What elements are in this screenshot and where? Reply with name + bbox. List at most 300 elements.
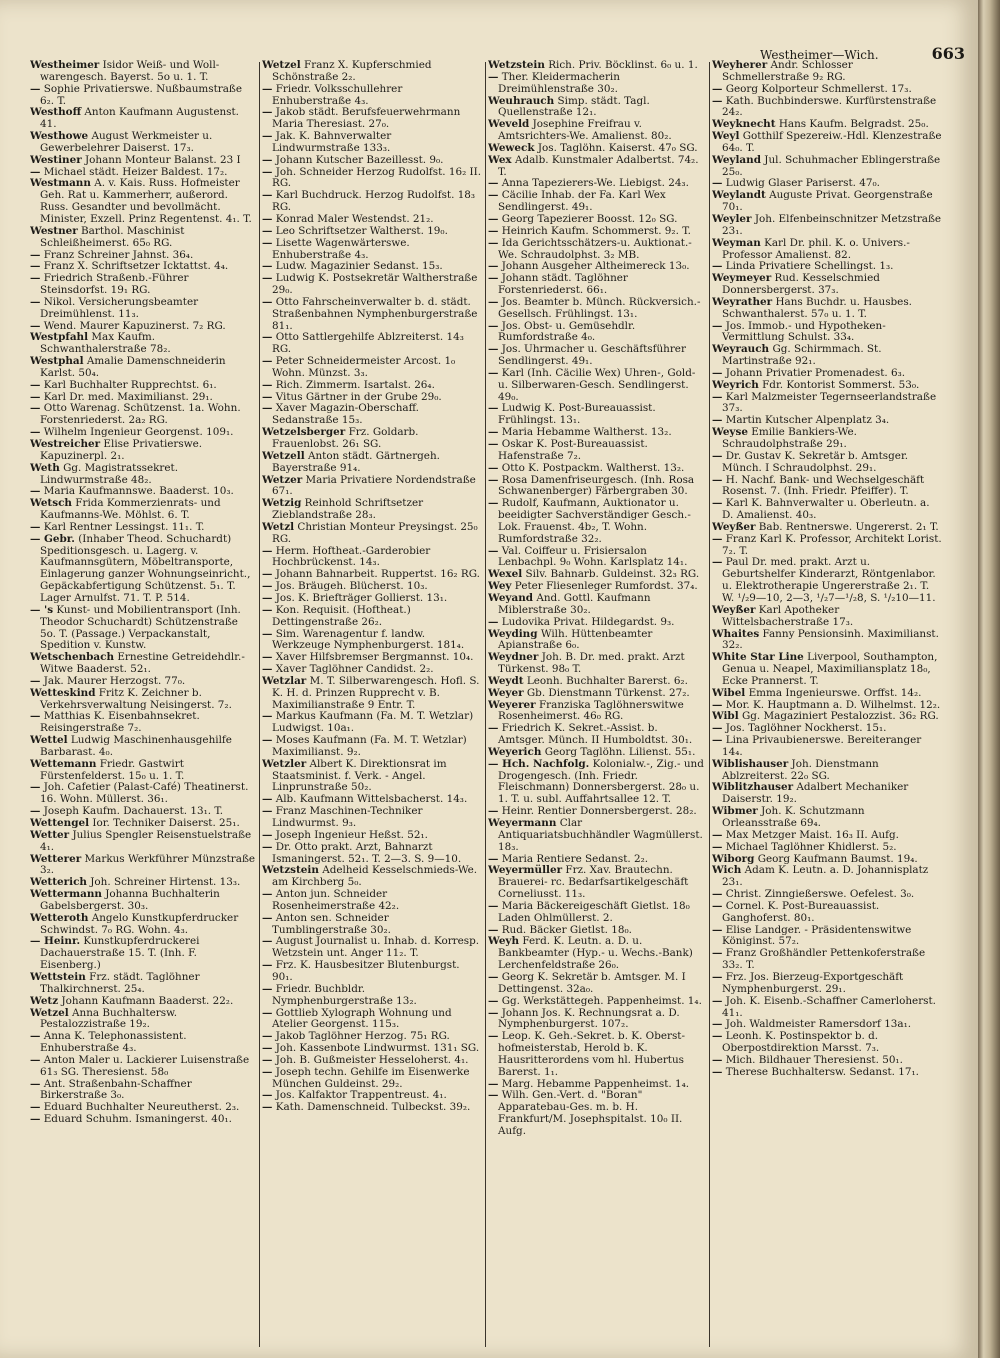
entry-surname: —: [712, 722, 723, 735]
entry-surname: Wey: [488, 580, 512, 593]
entry-surname: Weyknecht: [712, 118, 776, 131]
entry-surname: —: [712, 698, 723, 711]
entry-details: Alb. Kaufmann Wittelsbacherst. 14₃.: [275, 793, 468, 806]
entry-surname: —: [262, 82, 273, 95]
entry-details: Friedrich K. Sekret.-Assist. b. Amtsger. Münch. II Humboldtst. 30₁.: [498, 722, 693, 747]
entry-surname: —: [262, 331, 273, 344]
entry-details: Georg Kolporteur Schmellerst. 17₃.: [725, 82, 912, 95]
entry-surname: —: [488, 177, 499, 190]
directory-entry: [262, 735, 482, 759]
entry-surname: Westpfahl: [30, 331, 89, 344]
entry-surname: Wettstein: [30, 970, 86, 983]
directory-entry: [712, 1067, 942, 1079]
entry-details: Kunstkupferdruckerei Dachauerstraße 15. T. (Inh. F. Eisenberg.): [40, 935, 200, 972]
entry-surname: —: [262, 378, 273, 391]
directory-entry: [30, 1114, 256, 1126]
entry-details: Johann Jos. K. Rechnungsrat a. D. Nymphenburgerst. 107₂.: [498, 1006, 680, 1031]
directory-entry: [712, 1031, 942, 1055]
entry-surname: —: [488, 473, 499, 486]
directory-entry: [488, 273, 706, 297]
directory-entry: [30, 913, 256, 937]
entry-surname: —: [262, 1042, 273, 1055]
entry-details: Franz Maschinen-Techniker Lindwurmst. 9₃.: [272, 805, 423, 829]
entry-details: Jak. Maurer Herzogst. 77₀.: [43, 674, 186, 687]
entry-surname: Weyh: [488, 935, 520, 948]
entry-details: Leop. K. Geh.-Sekret. b. K. Oberst-hofmeisterstab, Herold b. K. Hausritterordens vom hl. Hubertus Barerst. 1₁.: [498, 1030, 685, 1078]
entry-details: Andr. Schlosser Schmellerstraße 9₂ RG.: [722, 60, 853, 83]
entry-details: Karl Buchhalter Rupprechtst. 6₁.: [43, 378, 217, 391]
directory-entry: [488, 901, 706, 925]
directory-entry: [488, 629, 706, 653]
entry-details: Otto K. Postpackm. Waltherst. 13₂.: [501, 461, 685, 474]
entry-surname: Weyland: [712, 153, 761, 166]
entry-details: Joseph Kaufm. Dachauerst. 13₁. T.: [43, 805, 224, 818]
entry-surname: —: [488, 1006, 499, 1019]
entry-surname: —: [262, 710, 273, 723]
entry-details: Xaver Hilfsbremser Bergmannst. 10₄.: [275, 651, 474, 664]
entry-surname: —: [30, 402, 41, 415]
running-head: Westheimer—Wich.: [760, 48, 879, 62]
entry-surname: Weyerich: [488, 745, 542, 758]
entry-details: Anton Maler u. Lackierer Luisenstraße 61₃ SG. Theresienst. 58₀: [40, 1053, 250, 1078]
entry-surname: —: [712, 828, 723, 841]
directory-entry: [712, 498, 942, 522]
entry-details: Gotthilf Spezereiw.-Hdl. Klenzestraße 64₀. T.: [722, 130, 942, 154]
entry-details: Fdr. Kontorist Sommerst. 53₀.: [762, 378, 920, 391]
entry-surname: —: [488, 1089, 499, 1102]
entry-surname: Weyler: [712, 212, 752, 225]
entry-details: Nikol. Versicherungsbeamter Dreimühlenst. 11₃.: [40, 295, 199, 320]
entry-details: Leo Schriftsetzer Waltherst. 19₀.: [275, 224, 448, 237]
entry-surname: —: [30, 674, 41, 687]
directory-entry: [712, 735, 942, 759]
entry-surname: Wettermann: [30, 888, 102, 901]
entry-details: Dr. Gustav K. Sekretär b. Amtsger. Münch. I Schraudolphst. 29₁.: [722, 449, 909, 474]
entry-details: Jos. Bräugeh. Blücherst. 10₃.: [275, 580, 428, 593]
entry-surname: —: [30, 1030, 41, 1043]
directory-entry: [262, 190, 482, 214]
directory-entry: [262, 297, 482, 333]
entry-surname: Wetzig: [262, 497, 302, 510]
entry-surname: Weweck: [488, 141, 535, 154]
entry-surname: —: [30, 520, 41, 533]
directory-entry: [712, 273, 942, 297]
directory-column-2: [262, 60, 482, 1345]
directory-entry: [712, 392, 942, 416]
entry-surname: Weyermann: [488, 817, 557, 829]
directory-entry: [488, 96, 706, 120]
entry-surname: —: [30, 1113, 41, 1126]
directory-entry: [30, 1031, 256, 1055]
entry-details: Peter Fliesenleger Rumfordst. 37₄.: [514, 580, 698, 593]
directory-entry: [262, 167, 482, 191]
entry-surname: —: [262, 1065, 273, 1078]
entry-details: Rich. Zimmerm. Isartalst. 26₄.: [275, 378, 435, 391]
entry-details: Anna Buchhaltersw. Pestalozzistraße 19₂.: [40, 1006, 178, 1031]
directory-entry: [488, 190, 706, 214]
directory-entry: [262, 984, 482, 1008]
entry-details: Sophie Privatierswe. Nußbaumstraße 6₂. T.: [40, 82, 243, 107]
entry-surname: Weyand: [488, 591, 534, 604]
entry-surname: —: [30, 390, 41, 403]
directory-entry: [30, 84, 256, 108]
entry-surname: —: [262, 544, 273, 557]
directory-entry: [488, 297, 706, 321]
entry-details: Anton sen. Schneider Tumblingerstraße 30₂.: [272, 911, 391, 936]
entry-details: Frz. K. Hausbesitzer Blutenburgst. 90₁.: [272, 959, 460, 983]
entry-details: Peter Schneidermeister Arcost. 1₀ Wohn. Münzst. 3₃.: [272, 355, 456, 379]
entry-details: Amalie Damenschneiderin Karlst. 50₄.: [40, 355, 226, 379]
entry-details: Wilh. Gen.-Vert. d. "Boran" Apparatebau-Ges. m. b. H. Frankfurt/M. Josephspitalst. 10₀ II. Aufg.: [498, 1089, 683, 1137]
directory-entry: [30, 439, 256, 463]
entry-surname: —: [488, 236, 499, 249]
entry-details: Ludwig K. Post-Bureauassist. Frühlingst. 13₁.: [498, 402, 656, 427]
entry-surname: Wetzl: [262, 520, 295, 533]
entry-details: Max Metzger Maist. 16₃ II. Aufg.: [725, 828, 899, 841]
entry-surname: Whaites: [712, 627, 760, 640]
directory-entry: [262, 238, 482, 262]
directory-entry: [30, 463, 256, 487]
directory-entry: [30, 711, 256, 735]
entry-details: Rich. Priv. Böcklinst. 6₀ u. 1.: [548, 60, 698, 71]
entry-details: Joh. K. Eisenb.-Schaffner Camerloherst. 41₁.: [722, 994, 936, 1019]
entry-surname: —: [262, 130, 273, 143]
entry-surname: —: [262, 828, 273, 841]
entry-surname: Wetzler: [262, 757, 307, 770]
entry-surname: —: [488, 272, 499, 285]
entry-details: M. T. Silberwarengesch. Hofl. S. K. H. d. Prinzen Rupprecht v. B. Maximilianstraße 9 Entr. T.: [272, 674, 480, 711]
directory-entry: [488, 475, 706, 499]
entry-surname: —: [712, 923, 723, 936]
directory-entry: [30, 107, 256, 131]
entry-surname: Wiborg: [712, 852, 755, 865]
entry-surname: —: [712, 1030, 723, 1043]
directory-entry: [262, 936, 482, 960]
directory-entry: [30, 60, 256, 84]
directory-entry: [712, 451, 942, 475]
entry-details: Karl Dr. med. Maximilianst. 29₁.: [43, 390, 213, 403]
entry-surname: —: [488, 426, 499, 439]
entry-details: Franz Karl K. Professor, Architekt Lorist. 7₂. T.: [722, 532, 942, 557]
entry-surname: —: [262, 355, 273, 368]
entry-surname: Westphal: [30, 355, 84, 368]
entry-surname: —: [488, 899, 499, 912]
entry-surname: —: [488, 319, 499, 332]
entry-surname: Wetzstein: [262, 864, 319, 877]
directory-entry: [712, 60, 942, 84]
directory-entry: [30, 782, 256, 806]
entry-details: Georg Kaufmann Baumst. 19₄.: [757, 852, 918, 865]
entry-surname: Weylandt: [712, 189, 766, 202]
entry-surname: — Hch. Nachfolg.: [488, 757, 590, 770]
entry-details: Anna Tapezierers-We. Liebigst. 24₃.: [501, 177, 689, 190]
entry-details: (Inhaber Theod. Schuchardt) Speditionsgesch. u. Lagerg. v. Kaufmannsgütern, Möbeltransporte, Einlagerung ganzer Wohnungseinricht., Gepäckabfertigung Schützenst. 5₁. T. Lager Arnulfst. 71. T. P. 514.: [40, 532, 251, 604]
entry-surname: Weyerer: [488, 698, 536, 711]
directory-entry: [712, 131, 942, 155]
directory-entry: [30, 735, 256, 759]
directory-entry: [712, 782, 942, 806]
entry-surname: —: [488, 544, 499, 557]
entry-surname: Wex: [488, 153, 512, 166]
directory-column-1: [30, 60, 256, 1345]
entry-details: Joseph techn. Gehilfe im Eisenwerke München Guldeinst. 29₂.: [272, 1065, 470, 1090]
entry-surname: —: [262, 959, 273, 972]
entry-surname: —: [30, 1077, 41, 1090]
entry-details: Frz. städt. Taglöhner Thalkirchnerst. 25₄.: [40, 970, 200, 995]
entry-details: Ther. Kleidermacherin Dreimühlenstraße 30₂.: [498, 70, 620, 95]
entry-surname: —: [488, 212, 499, 225]
directory-entry: [262, 356, 482, 380]
entry-details: Sim. Warenagentur f. landw. Werkzeuge Nymphenburgerst. 181₄.: [272, 627, 465, 652]
entry-details: Heinrich Kaufm. Schommerst. 9₂. T.: [501, 224, 691, 237]
entry-surname: Wettel: [30, 734, 68, 747]
directory-entry: [30, 356, 256, 380]
entry-surname: Weyrich: [712, 378, 759, 391]
entry-details: Gg. Magaziniert Pestalozzist. 36₂ RG.: [741, 710, 939, 723]
directory-entry: [488, 1090, 706, 1137]
entry-details: Johann Kaufmann Baaderst. 22₂.: [61, 994, 234, 1007]
entry-surname: Wetzstein: [488, 60, 545, 71]
entry-details: Adam K. Leutn. a. D. Johannisplatz 23₁.: [722, 864, 929, 889]
entry-surname: —: [488, 70, 499, 83]
entry-surname: —: [712, 840, 723, 853]
directory-entry: [488, 368, 706, 404]
entry-surname: Westiner: [30, 153, 82, 166]
directory-entry: [488, 1008, 706, 1032]
entry-details: Elise Landger. - Präsidentenswitwe Königinst. 57₂.: [722, 923, 912, 948]
entry-details: Clar Antiquariatsbuchhändler Wagmüllerst. 18₃.: [498, 817, 703, 853]
directory-entry: [30, 688, 256, 712]
entry-surname: —: [488, 260, 499, 273]
entry-surname: —: [262, 1101, 273, 1114]
entry-details: Ludwig Maschinenhausgehilfe Barbarast. 4₀.: [40, 734, 232, 758]
entry-surname: —: [488, 224, 499, 237]
entry-details: Johann Ausgeher Altheimereck 13₀.: [501, 260, 690, 273]
entry-details: Linda Privatiere Schellingst. 1₃.: [725, 260, 894, 273]
entry-details: Jos. Obst- u. Gemüsehdlr. Rumfordstraße 4₀.: [498, 319, 636, 344]
entry-surname: —: [262, 260, 273, 273]
directory-entry: [488, 972, 706, 996]
directory-entry: [30, 403, 256, 427]
entry-surname: Westreicher: [30, 438, 101, 450]
directory-entry: [488, 119, 706, 143]
directory-entry: [30, 273, 256, 297]
directory-entry: [30, 889, 256, 913]
directory-entry: [30, 131, 256, 155]
entry-details: Xaver Taglöhner Candidst. 2₂.: [275, 663, 434, 676]
entry-details: Joh. Schreiner Hirtenst. 13₃.: [90, 876, 241, 889]
entry-details: Martin Kutscher Alpenplatz 3₄.: [725, 414, 890, 427]
entry-surname: Weyse: [712, 426, 748, 439]
entry-details: Liverpool, Southampton, Genua u. Neapel, Maximiliansplatz 18₀, Ecke Prannerst. T.: [722, 651, 938, 687]
entry-details: Kon. Requisit. (Hoftheat.) Dettingenstraße 26₂.: [272, 603, 411, 628]
directory-entry: [712, 297, 942, 321]
entry-surname: Weyding: [488, 627, 538, 640]
directory-entry: [262, 451, 482, 475]
entry-details: Cornel. K. Post-Bureauassist. Ganghoferst. 80₁.: [722, 899, 880, 924]
entry-details: Mich. Bildhauer Theresienst. 50₁.: [725, 1053, 903, 1066]
entry-surname: —: [712, 888, 723, 901]
directory-entry: [712, 865, 942, 889]
entry-details: Cäcilie Inhab. der Fa. Karl Wex Sendlingerst. 49₁.: [498, 189, 666, 214]
directory-entry: [262, 913, 482, 937]
entry-details: Jos. Taglöhner Nockherst. 15₁.: [725, 722, 887, 735]
entry-surname: —: [262, 888, 273, 901]
directory-entry: [712, 629, 942, 653]
directory-entry: [262, 498, 482, 522]
entry-surname: —: [488, 805, 499, 818]
entry-details: Anton Kaufmann Augustenst. 41.: [40, 106, 239, 131]
entry-details: Jakob städt. Berufsfeuerwehrmann Maria Theresiast. 27₀.: [272, 106, 461, 131]
directory-entry: [30, 652, 256, 676]
entry-surname: Wiblitzhauser: [712, 781, 794, 794]
entry-details: A. v. Kais. Russ. Hofmeister Geh. Rat u. Kammerherr, außerord. Russ. Gesandter und bevollmächt. Minister, Exzell. Prinz Regentenst. 4₁. T.: [40, 177, 252, 225]
entry-details: Karl (Inh. Cäcilie Wex) Uhren-, Gold- u. Silberwaren-Gesch. Sendlingerst. 49₀.: [498, 366, 696, 403]
entry-surname: —: [712, 899, 723, 912]
entry-details: Jos. Taglöhn. Kaiserst. 47₀ SG.: [537, 141, 698, 154]
entry-surname: Wibl: [712, 710, 739, 723]
entry-details: Friedr. Buchbldr. Nymphenburgerstraße 13₂.: [272, 982, 417, 1007]
entry-details: Maria Kaufmannswe. Baaderst. 10₃.: [43, 485, 234, 498]
entry-details: Wend. Maurer Kapuzinerst. 7₂ RG.: [43, 319, 226, 332]
directory-entry: [262, 1067, 482, 1091]
entry-surname: —: [712, 94, 723, 107]
entry-surname: —: [262, 663, 273, 676]
page-number: 663: [931, 44, 965, 63]
entry-surname: —: [712, 366, 723, 379]
entry-surname: Westmann: [30, 177, 91, 190]
entry-details: Franziska Taglöhnerswitwe Rosenheimerst. 46₀ RG.: [498, 698, 684, 723]
entry-surname: —: [262, 805, 273, 818]
entry-details: Joh. Cafetier (Palast-Café) Theatinerst. 16. Wohn. Müllerst. 36₁.: [40, 781, 249, 806]
entry-surname: —: [712, 390, 723, 403]
directory-entry: [262, 759, 482, 795]
entry-details: Ludw. Magazinier Sedanst. 15₃.: [275, 260, 443, 273]
directory-entry: [262, 403, 482, 427]
entry-details: Anton städt. Gärtnergeh. Bayerstraße 91₄.: [272, 449, 440, 474]
entry-details: Paul Dr. med. prakt. Arzt u. Geburtshelfer Kinderarzt, Röntgenlabor. u. Elektrotherapie Ungererstraße 2₁. T. W. ¹/₂9—10, 2—3, ¹/₂7—¹/₂8, S. ¹/₂10—11.: [722, 556, 936, 604]
entry-details: Val. Coiffeur u. Frisiersalon Lenbachpl. 9₀ Wohn. Karlsplatz 14₁.: [498, 544, 688, 569]
entry-surname: —: [712, 532, 723, 545]
entry-surname: —: [262, 106, 273, 119]
entry-surname: Wetterich: [30, 876, 87, 889]
entry-surname: —: [262, 591, 273, 604]
entry-details: Joh. B. Gußmeister Hesseloherst. 4₁.: [275, 1053, 469, 1066]
entry-surname: Wetzer: [262, 473, 303, 486]
entry-details: Jos. Immob.- und Hypotheken-Vermittlung Schulst. 33₄.: [722, 319, 886, 344]
entry-surname: —: [262, 911, 273, 924]
entry-details: Jos. K. Briefträger Gollierst. 13₁.: [275, 591, 448, 604]
directory-entry: [30, 498, 256, 522]
entry-surname: Wetteroth: [30, 911, 89, 924]
directory-entry: [712, 344, 942, 368]
directory-entry: [488, 593, 706, 617]
entry-surname: —: [488, 497, 499, 510]
entry-details: Heinr. Rentier Donnersbergerst. 28₂.: [501, 805, 697, 818]
entry-details: Elise Privatierswe. Kapuzinerpl. 2₁.: [40, 438, 203, 462]
directory-entry: [262, 605, 482, 629]
entry-surname: —: [712, 1018, 723, 1031]
directory-entry: [262, 84, 482, 108]
directory-entry: [712, 901, 942, 925]
entry-details: Gg. Werkstättegeh. Pappenheimst. 1₄.: [501, 994, 702, 1007]
entry-surname: —: [488, 994, 499, 1007]
directory-entry: [262, 60, 482, 84]
directory-entry: [712, 972, 942, 996]
entry-details: Christ. Zinngießerswe. Oefelest. 3₀.: [725, 888, 915, 901]
directory-entry: [262, 1102, 482, 1114]
entry-surname: —: [30, 248, 41, 261]
directory-entry: [262, 842, 482, 866]
entry-surname: Wetzell: [262, 449, 305, 462]
entry-details: Wilh. Hüttenbeamter Apianstraße 6₀.: [498, 627, 653, 652]
entry-surname: —: [262, 224, 273, 237]
entry-details: Karl Malzmeister Tegernseerlandstraße 37₃.: [722, 390, 937, 415]
entry-details: Fanny Pensionsinh. Maximilianst. 32₂.: [722, 627, 939, 652]
entry-surname: —: [712, 1065, 723, 1078]
entry-details: Jak. K. Bahnverwalter Lindwurmstraße 133₃.: [272, 130, 392, 154]
entry-details: Maria Bäckereigeschäft Gietlst. 18₀ Laden Ohlmüllerst. 2.: [498, 899, 690, 924]
entry-details: Joh. Kassenbote Lindwurmst. 131₁ SG.: [275, 1042, 480, 1055]
entry-surname: —: [262, 935, 273, 948]
directory-entry: [712, 759, 942, 783]
entry-surname: Wexel: [488, 568, 523, 581]
entry-surname: Westhowe: [30, 130, 89, 143]
entry-details: Adalbert Mechaniker Daiserstr. 19₂.: [722, 781, 909, 806]
entry-details: Moses Kaufmann (Fa. M. T. Wetzlar) Maximilianst. 9₂.: [272, 734, 467, 758]
entry-surname: —: [30, 710, 41, 723]
entry-surname: —: [30, 272, 41, 285]
directory-entry: [488, 155, 706, 179]
directory-entry: [712, 190, 942, 214]
entry-surname: —: [712, 260, 723, 273]
entry-surname: Weyman: [712, 236, 761, 249]
entry-surname: Wich: [712, 864, 742, 877]
entry-surname: — Gebr.: [30, 532, 75, 545]
directory-entry: [30, 178, 256, 225]
entry-surname: — 's: [30, 603, 54, 616]
entry-details: Georg Taglöhn. Lilienst. 55₁.: [544, 745, 696, 758]
directory-entry: [488, 759, 706, 806]
entry-surname: —: [262, 272, 273, 285]
directory-entry: [712, 155, 942, 179]
entry-details: Maria Privatiere Nordendstraße 67₁.: [272, 473, 476, 498]
entry-details: Rud. Kesselschmied Donnersbergerst. 37₃.: [722, 272, 880, 297]
book-spine: [978, 0, 1000, 1358]
directory-entry: [262, 131, 482, 155]
entry-details: Anton jun. Schneider Rosenheimerstraße 42₂.: [272, 888, 400, 912]
entry-surname: —: [488, 615, 499, 628]
entry-surname: —: [30, 485, 41, 498]
directory-entry: [488, 344, 706, 368]
entry-details: Julius Spengler Reisenstuelstraße 4₁.: [40, 828, 252, 853]
entry-surname: Westheimer: [30, 60, 100, 71]
entry-details: Wilhelm Ingenieur Georgenst. 109₁.: [43, 426, 234, 439]
entry-surname: —: [30, 426, 41, 439]
entry-details: August Werkmeister u. Gewerbelehrer Daiserst. 17₃.: [40, 130, 213, 154]
entry-surname: Weyrauch: [712, 343, 770, 356]
directory-column-4: [712, 60, 942, 1345]
entry-details: Friedr. Gastwirt Fürstenfelderst. 15₀ u. 1. T.: [40, 757, 185, 782]
directory-entry: [30, 1008, 256, 1032]
entry-details: Ludovika Privat. Hildegardst. 9₃.: [501, 615, 675, 628]
entry-surname: —: [488, 343, 499, 356]
entry-surname: Wetz: [30, 994, 59, 1007]
entry-details: Hans Kaufm. Belgradst. 25₀.: [778, 118, 929, 131]
entry-surname: —: [488, 402, 499, 415]
entry-details: Otto Fahrscheinverwalter b. d. städt. Straßenbahnen Nymphenburgerstraße 81₁.: [272, 295, 478, 332]
entry-details: Ant. Straßenbahn-Schaffner Birkerstraße 3₀.: [40, 1077, 192, 1102]
